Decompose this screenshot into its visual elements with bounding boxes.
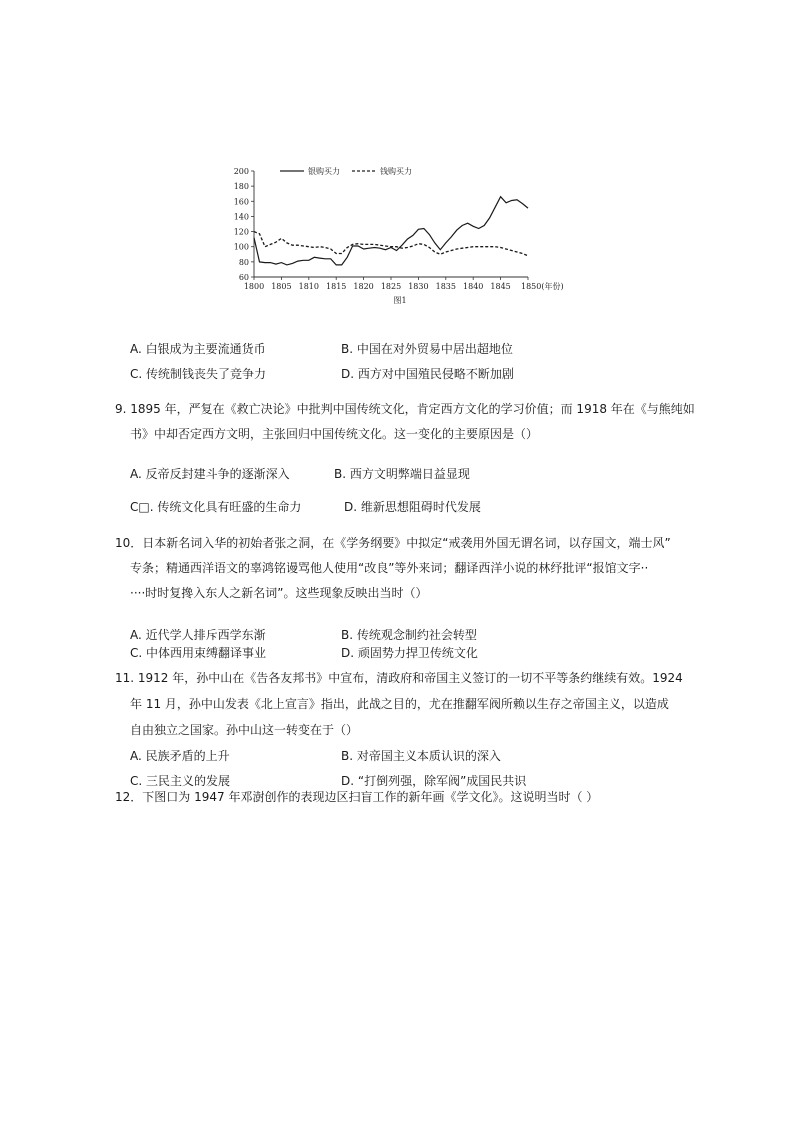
q9-stem-line1: 9. 1895 年，严复在《救亡决论》中批判中国传统文化，肯定西方文化的学习价值；而 1918 年在《与熊纯如 — [115, 402, 695, 416]
y-tick-label: 100 — [233, 242, 249, 252]
q11-stem-line2: 年 11 月，孙中山发表《北上宣言》指出，此战之目的，尤在推翻军阀所赖以生存之帝国主义，以造成 — [130, 697, 669, 711]
x-tick-label: 1815 — [326, 282, 347, 291]
y-tick-label: 180 — [233, 182, 249, 192]
q11-stem-line1: 11. 1912 年，孙中山在《告各友邦书》中宣布，清政府和帝国主义签订的一切不平等条约继续有效。1924 — [115, 671, 683, 685]
x-tick-label: 1835 — [435, 282, 456, 291]
x-tick-label: 1845 — [490, 282, 511, 291]
q11-option-d[interactable]: D. “打倒列强，除军阀”成国民共识 — [341, 774, 527, 788]
q10-option-c[interactable]: C. 中体西用束缚翻译事业 — [130, 646, 267, 660]
q11-stem-line3: 自由独立之国家。孙中山这一转变在于（） — [130, 723, 359, 737]
chart-ticks — [234, 167, 564, 291]
q12-stem-line1: 12．下图口为 1947 年邓澍创作的表现边区扫盲工作的新年画《学文化》。这说明当时（ ） — [115, 790, 599, 804]
q8-option-c[interactable]: C. 传统制钱丧失了竞争力 — [130, 367, 267, 381]
chart-caption: 图1 — [393, 296, 407, 305]
line-chart — [228, 160, 568, 308]
q10-option-b[interactable]: B. 传统观念制约社会转型 — [341, 628, 477, 642]
x-tick-label: 1805 — [271, 282, 292, 291]
q8-option-b[interactable]: B. 中国在对外贸易中居出超地位 — [341, 342, 513, 356]
q9-option-d[interactable]: D. 维新思想阻碍时代发展 — [344, 500, 481, 514]
q8-option-d[interactable]: D. 西方对中国殖民侵略不断加剧 — [341, 367, 514, 381]
q10-stem-line2: 专条；精通西洋语文的辜鸿铭谩骂他人使用“改良”等外来词；翻译西洋小说的林纾批评“报馆文字·· — [130, 561, 649, 575]
chart-axes — [254, 171, 528, 277]
x-tick-label: 1850(年份) — [521, 282, 564, 291]
chart-legend — [280, 166, 412, 176]
x-tick-label: 1800 — [243, 282, 265, 291]
y-tick-label: 60 — [238, 273, 249, 282]
q9-stem-line2: 书》中却否定西方文明，主张回归中国传统文化。这一变化的主要原因是（） — [130, 427, 539, 441]
q8-option-a[interactable]: A. 白银成为主要流通货币 — [130, 342, 266, 356]
series-line-copper — [254, 232, 528, 256]
q10-stem-line3: ····时时复搀入东人之新名词”。这些现象反映出当时（） — [130, 586, 428, 600]
y-tick-label: 120 — [233, 227, 249, 237]
q10-stem-line1: 10．日本新名词入华的初始者张之洞，在《学务纲要》中拟定“戒袭用外国无谓名词，以存国文，端士风” — [115, 536, 671, 550]
y-tick-label: 80 — [238, 257, 249, 267]
x-tick-label: 1820 — [353, 282, 374, 291]
q11-option-b[interactable]: B. 对帝国主义本质认识的深入 — [341, 749, 501, 763]
legend-label-copper: 钱购买力 — [380, 167, 412, 176]
q11-option-c[interactable]: C. 三民主义的发展 — [130, 774, 231, 788]
q10-option-d[interactable]: D. 顽固势力捍卫传统文化 — [341, 646, 478, 660]
y-tick-label: 140 — [233, 212, 249, 222]
chart-series — [254, 197, 528, 265]
y-tick-label: 160 — [233, 197, 249, 207]
series-line-silver — [254, 197, 528, 265]
x-tick-label: 1825 — [380, 282, 402, 291]
y-tick-label: 200 — [233, 167, 249, 176]
legend-label-silver: 银购买力 — [308, 167, 340, 176]
q10-option-a[interactable]: A. 近代学人排斥西学东渐 — [130, 628, 266, 642]
q11-option-a[interactable]: A. 民族矛盾的上升 — [130, 749, 230, 763]
x-tick-label: 1830 — [408, 282, 429, 291]
q9-option-a[interactable]: A. 反帝反封建斗争的逐渐深入 — [130, 467, 290, 481]
q9-option-b[interactable]: B. 西方文明弊端日益显现 — [334, 467, 470, 481]
q9-option-c[interactable]: C□. 传统文化具有旺盛的生命力 — [130, 500, 302, 514]
x-tick-label: 1840 — [463, 282, 484, 291]
x-tick-label: 1810 — [298, 282, 319, 291]
